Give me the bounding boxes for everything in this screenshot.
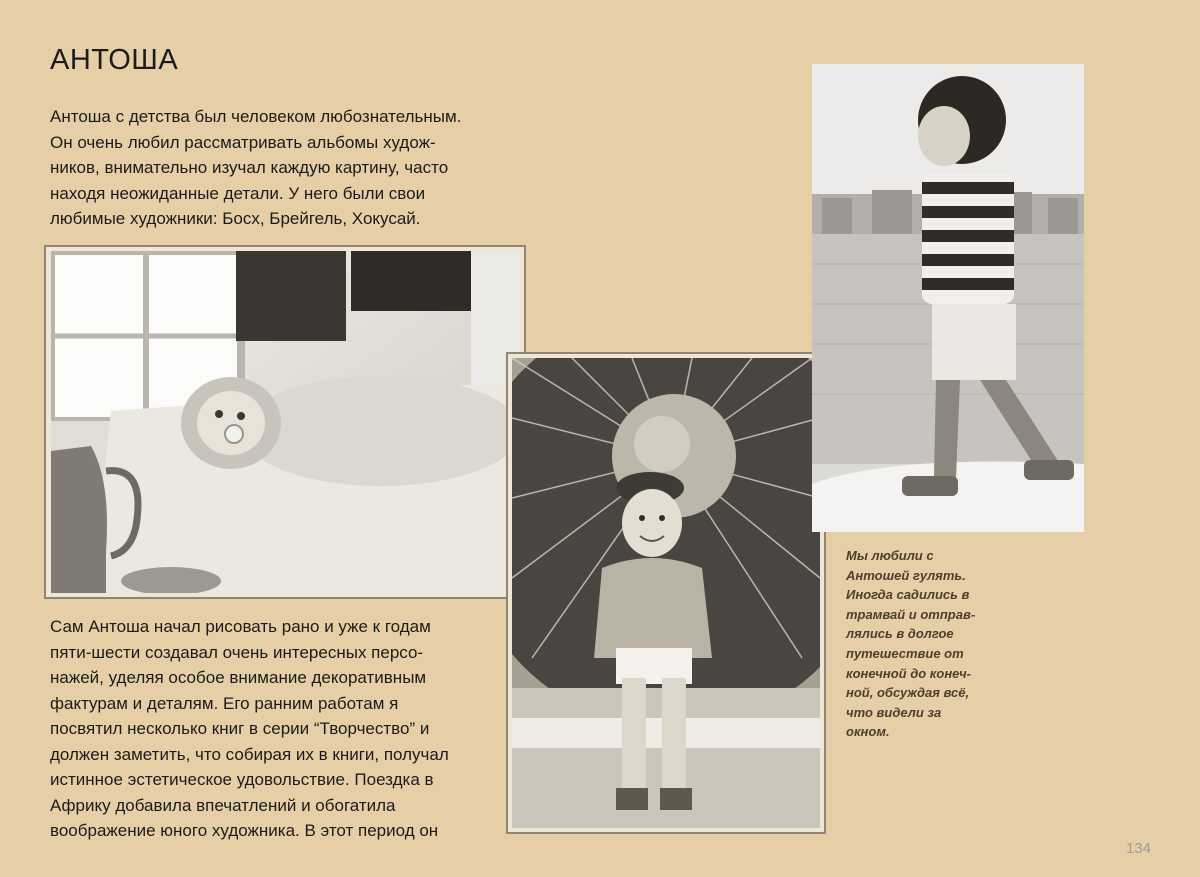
story-line: посвятил несколько книг в серии “Творчество” и — [50, 719, 430, 738]
story-line: пяти-шести создавал очень интересных персо- — [50, 642, 424, 662]
intro-line: Антоша с детства был человеком любознательным. — [50, 107, 462, 126]
story-line: Сам Антоша начал рисовать рано и уже к годам — [50, 617, 431, 636]
story-line: истинное эстетическое удовольствие. Поездка в — [50, 770, 434, 789]
caption-line: что видели за — [846, 704, 942, 720]
page-number: 134 — [1126, 840, 1152, 857]
intro-line: ников, внимательно изучал каждую картину, часто — [50, 158, 449, 177]
caption-line: ной, обсуждая всё, — [846, 685, 970, 701]
story-line: Африку добавила впечатлений и обогатила — [50, 795, 396, 815]
caption-line: Антошей гулять. — [846, 567, 966, 583]
story-line: должен заметить, что собирая их в книги, получал — [50, 744, 449, 764]
intro-line: любимые художники: Босх, Брейгель, Хокусай. — [50, 209, 421, 228]
caption-line: путешествие от — [846, 645, 964, 661]
caption-line: лялись в долгое — [846, 626, 954, 642]
story-line: воображение юного художника. В этот период он — [50, 821, 439, 840]
intro-paragraph — [50, 104, 520, 232]
photo-caption — [846, 546, 1006, 742]
caption-line: окном. — [846, 724, 890, 740]
page-title: АНТОША — [50, 44, 179, 76]
caption-line: конечной до конеч- — [846, 665, 971, 681]
intro-line: Он очень любил рассматривать альбомы худож- — [50, 132, 436, 152]
caption-line: Мы любили с — [846, 548, 934, 563]
story-paragraph — [50, 614, 490, 844]
intro-line: находя неожиданные детали. У него были свои — [50, 183, 426, 203]
walking-photo — [812, 64, 1084, 532]
story-line: нажей, уделяя особое внимание декоративным — [50, 668, 427, 687]
caption-line: трамвай и отправ- — [846, 606, 976, 622]
sculpture-photo — [512, 358, 820, 828]
story-line: фактурам и деталям. Его ранним работам я — [50, 693, 399, 713]
baby-photo — [51, 251, 519, 593]
caption-line: Иногда садились в — [846, 587, 970, 603]
